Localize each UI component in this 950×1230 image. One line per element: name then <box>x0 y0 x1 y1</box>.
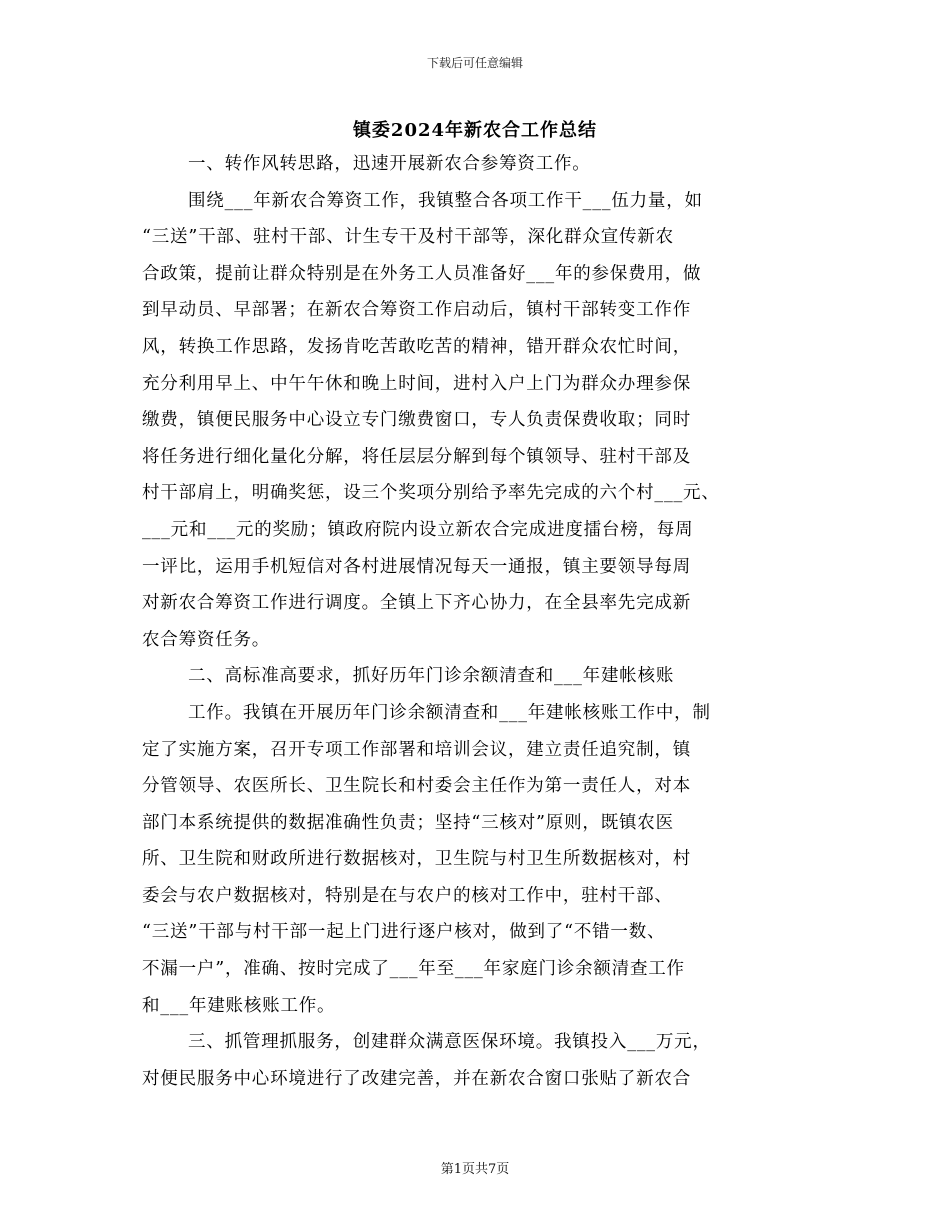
text-line: 风，转换工作思路，发扬肯吃苦敢吃苦的精神，错开群众农忙时间， <box>142 336 691 357</box>
text-line: 一、转作风转思路，迅速开展新农合参筹资工作。 <box>188 154 591 174</box>
text-line: 委会与农户数据核对，特别是在与农户的核对工作中，驻村干部、 <box>142 885 673 906</box>
page-footer: 第1页共7页 <box>440 1162 510 1177</box>
text-line: 充分利用早上、中午午休和晚上时间，进村入户上门为群众办理参保 <box>142 373 691 394</box>
text-line: ___元和___元的奖励；镇政府院内设立新农合完成进度擂台榜，每周 <box>142 519 694 540</box>
text-line: 不漏一户”，准确、按时完成了___年至___年家庭门诊余额清查工作 <box>142 959 685 980</box>
text-line: 合政策，提前让群众特别是在外务工人员准备好___年的参保费用，做 <box>142 263 702 284</box>
text-line: “三送”干部与村干部一起上门进行逐户核对，做到了“不错一数、 <box>142 922 666 943</box>
text-line: 对便民服务中心环境进行了改建完善，并在新农合窗口张贴了新农合 <box>142 1068 691 1089</box>
text-line: 对新农合筹资工作进行调度。全镇上下齐心协力，在全县率先完成新 <box>142 593 691 614</box>
text-line: 到早动员、早部署；在新农合筹资工作启动后，镇村干部转变工作作 <box>142 300 691 321</box>
text-line: 所、卫生院和财政所进行数据核对，卫生院与村卫生所数据核对，村 <box>142 849 691 870</box>
text-line: 缴费，镇便民服务中心设立专门缴费窗口，专人负责保费收取；同时 <box>142 410 691 431</box>
text-line: 将任务进行细化量化分解，将任层层分解到每个镇领导、驻村干部及 <box>142 446 691 467</box>
document-body <box>142 146 814 1097</box>
text-line: 和___年建账核账工作。 <box>142 995 336 1016</box>
text-line: 定了实施方案，召开专项工作部署和培训会议，建立责任追究制，镇 <box>142 739 691 760</box>
text-line: 工作。我镇在开展历年门诊余额清查和___年建帐核账工作中，制 <box>188 702 711 723</box>
text-line: 农合筹资任务。 <box>142 629 271 650</box>
text-line: 二、高标准高要求，抓好历年门诊余额清查和___年建帐核账 <box>188 666 675 687</box>
page-header: 下载后可任意编辑 <box>426 56 523 70</box>
text-line: 三、抓管理抓服务，创建群众满意医保环境。我镇投入___万元， <box>188 1032 711 1053</box>
text-line: 一评比，运用手机短信对各村进展情况每天一通报，镇主要领导每周 <box>142 556 691 577</box>
text-line: 分管领导、农医所长、卫生院长和村委会主任作为第一责任人，对本 <box>142 776 691 797</box>
document-title: 镇委2024年新农合工作总结 <box>352 120 598 141</box>
text-line: 部门本系统提供的数据准确性负责；坚持“三核对”原则，既镇农医 <box>142 812 674 833</box>
text-line: 村干部肩上，明确奖惩，设三个奖项分别给予率先完成的六个村___元、 <box>142 483 720 504</box>
text-line: 围绕___年新农合筹资工作，我镇整合各项工作干___伍力量，如 <box>188 190 703 211</box>
text-line: “三送”干部、驻村干部、计生专干及村干部等，深化群众宣传新农 <box>142 227 674 248</box>
